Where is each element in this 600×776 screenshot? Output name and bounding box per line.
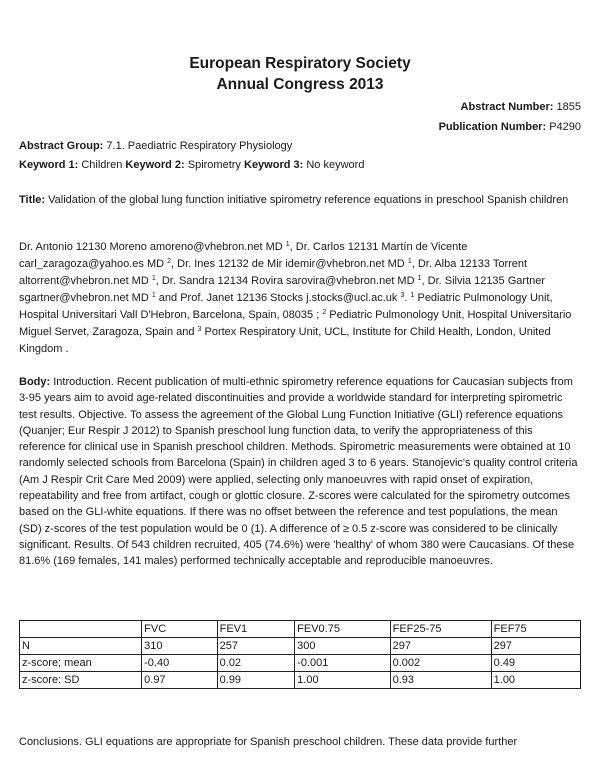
keyword1-label: Keyword 1:	[19, 159, 79, 171]
table-cell: 0.97	[142, 672, 218, 689]
author-text: , Dr. Sandra 12134 Rovira sarovira@vhebron.net MD	[155, 275, 418, 287]
table-header-row	[20, 621, 581, 638]
affiliation-sup: 1	[407, 258, 412, 265]
table-cell: 297	[491, 638, 580, 655]
title-text: Validation of the global lung function initiative spirometry reference equations in preschool Spanish children	[48, 194, 569, 206]
table-header-cell: FEV0.75	[295, 621, 390, 638]
table-cell: 257	[217, 638, 295, 655]
table-cell: 297	[390, 638, 491, 655]
abstract-group-label: Abstract Group:	[19, 140, 104, 152]
table-cell: 1.00	[491, 672, 580, 689]
table-cell: z-score; mean	[20, 655, 142, 672]
abstract-body	[19, 374, 581, 570]
table-header-cell	[20, 621, 142, 638]
table-cell: -0.001	[295, 655, 390, 672]
affiliation-sup: 1	[410, 292, 415, 299]
table-cell: 300	[295, 638, 390, 655]
table-header-cell: FVC	[142, 621, 218, 638]
publication-number-label: Publication Number:	[438, 121, 547, 133]
table-cell: 0.49	[491, 655, 580, 672]
table-row	[20, 655, 581, 672]
table-cell: N	[20, 638, 142, 655]
publication-number	[439, 121, 581, 133]
keyword3-value: No keyword	[306, 159, 365, 171]
author-text: .	[404, 292, 411, 304]
table-cell: 310	[142, 638, 218, 655]
author-text: , Dr. Carlos 12131 Martín de Vicente carl_zaragoza@yahoo.es MD	[19, 241, 468, 270]
abstract-group-value: 7.1. Paediatric Respiratory Physiology	[106, 140, 293, 152]
keyword1-value: Children	[81, 159, 123, 171]
title-label: Title:	[19, 194, 46, 206]
abstract-number	[461, 101, 581, 113]
table-header-cell: FEV1	[217, 621, 295, 638]
table-header-cell: FEF25-75	[390, 621, 491, 638]
affiliation-sup: 3	[400, 292, 405, 299]
author-text: , Dr. Alba 12133 Torrent altorrent@vhebron.net MD	[19, 258, 528, 287]
table-cell: 1.00	[295, 672, 390, 689]
table-cell: -0.40	[142, 655, 218, 672]
affiliation-sup: 1	[151, 292, 156, 299]
table-header-cell: FEF75	[491, 621, 580, 638]
table-cell: 0.99	[217, 672, 295, 689]
abstract-group	[19, 138, 581, 154]
abstract-number-label: Abstract Number:	[460, 101, 554, 113]
authors-block	[19, 239, 581, 358]
table-row	[20, 672, 581, 689]
title-line-2: Annual Congress 2013	[216, 76, 384, 93]
table-row	[20, 638, 581, 655]
abstract-title	[19, 192, 581, 208]
table-cell: 0.002	[390, 655, 491, 672]
keywords	[19, 157, 581, 173]
table-cell: 0.02	[217, 655, 295, 672]
affiliation-sup: 1	[151, 275, 156, 282]
author-text: Dr. Antonio 12130 Moreno amoreno@vhebron.net MD	[19, 241, 286, 253]
affiliation-text: Pediatric Pulmonology Unit, Hospital Universitario Miguel Servet, Zaragoza, Spain and	[19, 309, 572, 338]
affiliation-text: Pediatric Pulmonology Unit, Hospital Universitari Vall D'Hebron, Barcelona, Spain, 08035 ;	[19, 292, 553, 321]
results-table	[19, 620, 581, 689]
document-title	[0, 53, 600, 95]
title-line-1: European Respiratory Society	[189, 55, 411, 72]
abstract-number-value: 1855	[556, 101, 581, 113]
affiliation-sup: 2	[167, 258, 172, 265]
keyword2-value: Spirometry	[187, 159, 241, 171]
author-text: , Dr. Ines 12132 de Mir idemir@vhebron.net MD	[171, 258, 408, 270]
table-cell: z-score: SD	[20, 672, 142, 689]
conclusion-text: Conclusions. GLI equations are appropriate for Spanish preschool children. These data provide further	[19, 736, 518, 748]
body-label: Body:	[19, 376, 51, 388]
affiliation-text: Portex Respiratory Unit, UCL, Institute for Child Health, London, United Kingdom .	[19, 326, 551, 355]
author-text: , Dr. Silvia 12135 Gartner sgartner@vhebron.net MD	[19, 275, 546, 304]
affiliation-sup: 1	[417, 275, 422, 282]
table-cell: 0.93	[390, 672, 491, 689]
author-text: and Prof. Janet 12136 Stocks j.stocks@ucl.ac.uk	[155, 292, 401, 304]
affiliation-sup: 3	[197, 326, 202, 333]
keyword3-label: Keyword 3:	[244, 159, 304, 171]
keyword2-label: Keyword 2:	[125, 159, 185, 171]
affiliation-sup: 2	[322, 309, 327, 316]
affiliation-sup: 1	[285, 241, 290, 248]
publication-number-value: P4290	[549, 121, 581, 133]
body-text: Introduction. Recent publication of multi-ethnic spirometry reference equations for Caucasian subjects from 3-95 years aim to avoid age-related discontinuities and provide a worldwide standard for interpreting spirometric test results. Objective. To assess the agreement of the Global Lung Function Initiative (GLI) reference equations (Quanjer; Eur Respir J 2012) to Spanish preschool lung function data, to verify the appropriateness of this reference for clinical use in Spanish preschool children. Methods. Spirometric measurements were obtained at 10 randomly selected schools from Barcelona (Spain) in children aged 3 to 6 years. Stanojevic's quality control criteria (Am J Respir Crit Care Med 2009) were applied, selecting only manoeuvres with rapid onset of expiration, repeatability and free from artifact, cough or glottic closure. Z-scores were calculated for the spirometry outcomes based on the GLI-white equations. If there was no offset between the reference and test populations, the mean (SD) z-scores of the test population would be 0 (1). A difference of ≥ 0.5 z-score was considered to be clinically significant. Results. Of 543 children recruited, 405 (74.6%) were 'healthy' of whom 380 were Caucasians. Of these 81.6% (169 females, 141 males) performed technically acceptable and reproducible manoeuvres.	[19, 376, 578, 568]
